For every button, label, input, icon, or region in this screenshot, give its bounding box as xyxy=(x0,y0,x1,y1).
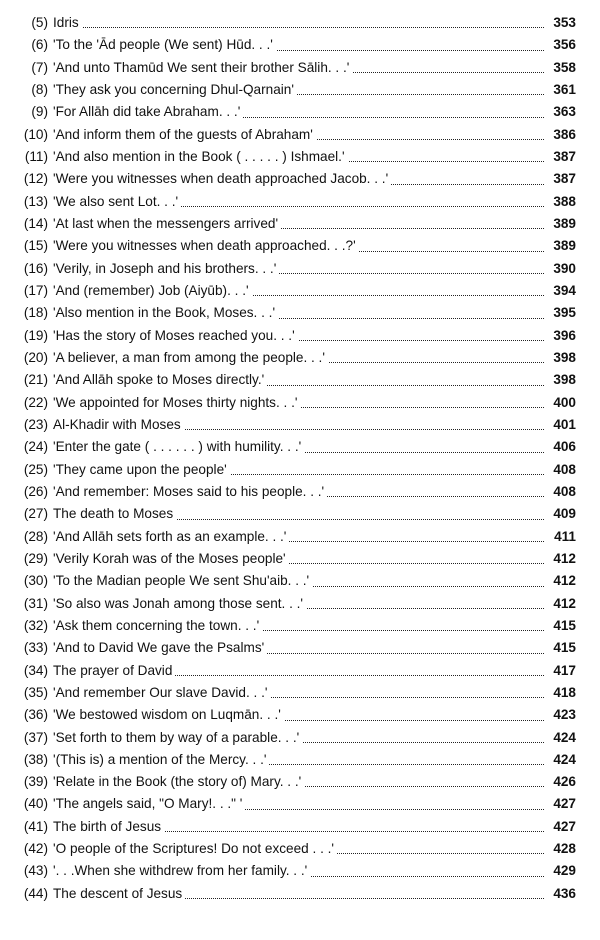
toc-entry-page: 356 xyxy=(553,37,576,53)
toc-entry-title: 'They ask you concerning Dhul-Qarnain' xyxy=(53,79,297,101)
toc-entry-number: (12) xyxy=(23,171,48,187)
toc-entry xyxy=(0,704,600,726)
toc-entry-number: (21) xyxy=(23,372,48,388)
toc-entry-number: (37) xyxy=(23,729,48,745)
toc-entry-page: 363 xyxy=(553,104,576,120)
toc-entry-page: 398 xyxy=(553,372,576,388)
toc-entry xyxy=(0,12,600,34)
dot-leader xyxy=(60,27,544,28)
toc-entry-title: The birth of Jesus xyxy=(53,816,164,838)
toc-entry xyxy=(0,34,600,56)
table-of-contents xyxy=(0,12,600,905)
toc-entry xyxy=(0,727,600,749)
toc-entry-title: 'And remember: Moses said to his people. . .' xyxy=(53,481,327,503)
toc-entry-title: 'Verily Korah was of the Moses people' xyxy=(53,548,289,570)
toc-entry-title: 'We bestowed wisdom on Luqmān. . .' xyxy=(53,704,284,726)
toc-entry-number: (23) xyxy=(23,416,48,432)
toc-entry-page: 388 xyxy=(553,193,576,209)
toc-entry-page: 408 xyxy=(553,483,576,499)
toc-entry xyxy=(0,302,600,324)
toc-entry-page: 390 xyxy=(553,260,576,276)
toc-entry-title: 'Were you witnesses when death approached Jacob. . .' xyxy=(53,168,391,190)
toc-entry xyxy=(0,481,600,503)
toc-entry xyxy=(0,325,600,347)
toc-entry-title: 'They came upon the people' xyxy=(53,459,230,481)
toc-entry-page: 415 xyxy=(553,617,576,633)
toc-entry-title: 'So also was Jonah among those sent. . .' xyxy=(53,593,306,615)
toc-entry-title: 'Verily, in Joseph and his brothers. . .' xyxy=(53,258,279,280)
toc-entry-title: 'And to David We gave the Psalms' xyxy=(53,637,267,659)
toc-entry-title: 'We appointed for Moses thirty nights. . .' xyxy=(53,392,300,414)
toc-entry-page: 412 xyxy=(553,550,576,566)
toc-entry-title: 'And inform them of the guests of Abraham' xyxy=(53,124,316,146)
toc-entry-page: 415 xyxy=(553,640,576,656)
toc-entry xyxy=(0,168,600,190)
toc-entry-page: 423 xyxy=(553,707,576,723)
toc-entry-page: 412 xyxy=(553,595,576,611)
toc-entry-number: (22) xyxy=(23,394,48,410)
toc-entry-title: '. . .When she withdrew from her family. . .' xyxy=(53,860,310,882)
toc-entry-page: 400 xyxy=(553,394,576,410)
toc-entry xyxy=(0,615,600,637)
toc-entry xyxy=(0,191,600,213)
toc-entry-title: 'And Allāh spoke to Moses directly.' xyxy=(53,369,267,391)
toc-entry-title: 'And Allāh sets forth as an example. . .' xyxy=(53,526,289,548)
toc-entry-number: (24) xyxy=(23,439,48,455)
toc-entry-number: (18) xyxy=(23,305,48,321)
toc-entry-number: (33) xyxy=(23,640,48,656)
toc-entry-number: (30) xyxy=(23,573,48,589)
toc-entry-page: 401 xyxy=(553,416,576,432)
toc-entry-page: 396 xyxy=(553,327,576,343)
toc-entry-title: 'For Allāh did take Abraham. . .' xyxy=(53,101,243,123)
toc-entry-page: 389 xyxy=(553,238,576,254)
toc-entry-title: 'Also mention in the Book, Moses. . .' xyxy=(53,302,278,324)
toc-entry-number: (16) xyxy=(23,260,48,276)
toc-entry xyxy=(0,771,600,793)
toc-entry-title: 'And also mention in the Book ( . . . . . ) Ishmael.' xyxy=(53,146,348,168)
toc-entry-number: (34) xyxy=(23,662,48,678)
toc-entry xyxy=(0,793,600,815)
toc-entry-page: 436 xyxy=(553,885,576,901)
toc-entry-title: 'And unto Thamūd We sent their brother Sālih. . .' xyxy=(53,57,352,79)
toc-entry-title: '(This is) a mention of the Mercy. . .' xyxy=(53,749,269,771)
toc-entry-page: 395 xyxy=(553,305,576,321)
toc-entry-page: 406 xyxy=(553,439,576,455)
toc-entry xyxy=(0,124,600,146)
toc-entry-page: 387 xyxy=(553,171,576,187)
toc-entry-page: 389 xyxy=(553,215,576,231)
toc-entry-page: 428 xyxy=(553,841,576,857)
toc-entry xyxy=(0,749,600,771)
toc-entry-page: 358 xyxy=(553,59,576,75)
toc-entry xyxy=(0,57,600,79)
toc-entry-number: (27) xyxy=(23,506,48,522)
toc-entry-number: (7) xyxy=(31,59,48,75)
toc-entry-page: 411 xyxy=(554,528,576,544)
toc-entry-page: 394 xyxy=(553,282,576,298)
toc-entry-page: 386 xyxy=(553,126,576,142)
toc-entry xyxy=(0,660,600,682)
toc-entry-title: 'Enter the gate ( . . . . . . ) with humility. . .' xyxy=(53,436,304,458)
toc-entry-number: (29) xyxy=(23,550,48,566)
toc-entry-number: (44) xyxy=(23,885,48,901)
toc-entry-page: 426 xyxy=(553,774,576,790)
toc-entry-title: 'To the 'Ād people (We sent) Hūd. . .' xyxy=(53,34,276,56)
toc-entry-title: 'Set forth to them by way of a parable. . .' xyxy=(53,727,302,749)
toc-entry-number: (38) xyxy=(23,751,48,767)
toc-entry-title: 'We also sent Lot. . .' xyxy=(53,191,181,213)
toc-entry-page: 424 xyxy=(553,729,576,745)
toc-entry-number: (43) xyxy=(23,863,48,879)
toc-entry-page: 412 xyxy=(553,573,576,589)
toc-entry xyxy=(0,838,600,860)
toc-entry xyxy=(0,503,600,525)
toc-entry-title: 'At last when the messengers arrived' xyxy=(53,213,281,235)
toc-entry-number: (17) xyxy=(23,282,48,298)
toc-entry xyxy=(0,637,600,659)
toc-entry-number: (13) xyxy=(23,193,48,209)
toc-entry xyxy=(0,280,600,302)
toc-entry-page: 387 xyxy=(553,148,576,164)
toc-entry-page: 429 xyxy=(553,863,576,879)
toc-entry-number: (6) xyxy=(31,37,48,53)
toc-entry-number: (39) xyxy=(23,774,48,790)
toc-entry-title: Al-Khadir with Moses xyxy=(53,414,184,436)
toc-entry-page: 417 xyxy=(553,662,576,678)
toc-entry-number: (20) xyxy=(23,349,48,365)
toc-entry xyxy=(0,860,600,882)
toc-entry-number: (28) xyxy=(23,528,48,544)
toc-entry xyxy=(0,548,600,570)
toc-entry-page: 353 xyxy=(553,15,576,30)
toc-entry-title: 'Ask them concerning the town. . .' xyxy=(53,615,262,637)
toc-entry-number: (14) xyxy=(23,215,48,231)
toc-entry-page: 408 xyxy=(553,461,576,477)
toc-entry-page: 418 xyxy=(553,684,576,700)
toc-entry-number: (26) xyxy=(23,483,48,499)
toc-entry-number: (11) xyxy=(24,148,48,164)
toc-entry xyxy=(0,258,600,280)
toc-entry-number: (36) xyxy=(23,707,48,723)
toc-entry-number: (42) xyxy=(23,841,48,857)
toc-entry-number: (5) xyxy=(31,15,48,30)
toc-entry-title: The death to Moses xyxy=(53,503,176,525)
toc-entry-number: (25) xyxy=(23,461,48,477)
toc-entry-number: (10) xyxy=(23,126,48,142)
toc-entry xyxy=(0,593,600,615)
toc-entry-title: The prayer of David xyxy=(53,660,175,682)
toc-entry-title: 'Relate in the Book (the story of) Mary. . .' xyxy=(53,771,304,793)
toc-entry-page: 424 xyxy=(553,751,576,767)
toc-entry-number: (19) xyxy=(23,327,48,343)
toc-entry xyxy=(0,347,600,369)
toc-entry xyxy=(0,392,600,414)
toc-entry-title: The descent of Jesus xyxy=(53,883,185,905)
toc-entry xyxy=(0,459,600,481)
toc-entry-page: 361 xyxy=(553,81,576,97)
toc-entry-title: 'The angels said, "O Mary!. . ." ' xyxy=(53,793,245,815)
toc-entry xyxy=(0,526,600,548)
toc-entry-page: 427 xyxy=(553,818,576,834)
toc-entry xyxy=(0,883,600,905)
toc-entry-title: 'A believer, a man from among the people. . .' xyxy=(53,347,328,369)
toc-entry xyxy=(0,213,600,235)
toc-entry xyxy=(0,414,600,436)
toc-entry-number: (40) xyxy=(23,796,48,812)
toc-entry xyxy=(0,146,600,168)
toc-entry xyxy=(0,101,600,123)
toc-entry-number: (15) xyxy=(23,238,48,254)
toc-entry-number: (9) xyxy=(31,104,48,120)
toc-entry xyxy=(0,570,600,592)
toc-entry xyxy=(0,816,600,838)
toc-entry-title: 'And remember Our slave David. . .' xyxy=(53,682,270,704)
toc-entry xyxy=(0,682,600,704)
toc-entry-page: 427 xyxy=(553,796,576,812)
toc-entry-title: Idris xyxy=(53,12,82,34)
toc-entry-title: 'O people of the Scriptures! Do not exceed . . .' xyxy=(53,838,337,860)
toc-entry-page: 409 xyxy=(553,506,576,522)
toc-entry-page: 398 xyxy=(553,349,576,365)
toc-entry-number: (41) xyxy=(23,818,48,834)
toc-entry-title: 'Has the story of Moses reached you. . .' xyxy=(53,325,298,347)
toc-entry xyxy=(0,235,600,257)
toc-entry xyxy=(0,436,600,458)
toc-entry-title: 'To the Madian people We sent Shu'aib. . .' xyxy=(53,570,312,592)
toc-entry-number: (32) xyxy=(23,617,48,633)
toc-entry-title: 'And (remember) Job (Aiyūb). . .' xyxy=(53,280,252,302)
toc-entry-number: (8) xyxy=(31,81,48,97)
toc-entry-title: 'Were you witnesses when death approached. . .?' xyxy=(53,235,359,257)
toc-entry-number: (35) xyxy=(23,684,48,700)
toc-entry xyxy=(0,79,600,101)
toc-entry xyxy=(0,369,600,391)
toc-entry-number: (31) xyxy=(23,595,48,611)
